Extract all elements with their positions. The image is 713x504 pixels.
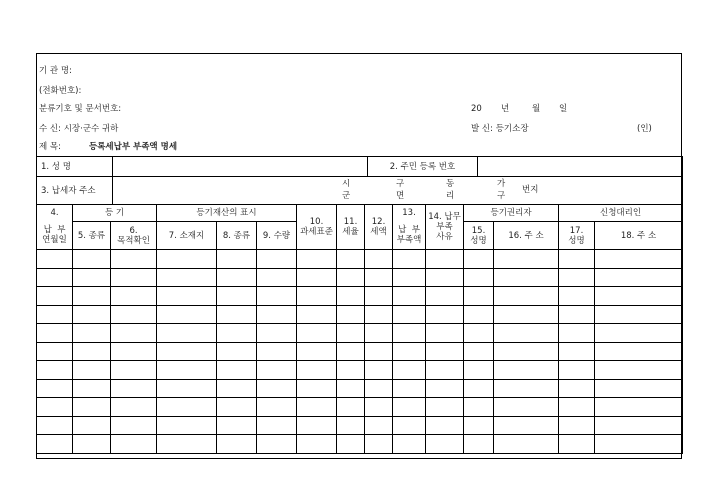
- table-cell: [111, 361, 157, 380]
- addr-si: 시: [342, 179, 351, 189]
- table-cell: [37, 287, 73, 306]
- table-cell: [559, 305, 595, 324]
- table-cell: [37, 324, 73, 343]
- table-cell: [365, 342, 393, 361]
- table-cell: [111, 250, 157, 269]
- table-cell: [494, 305, 559, 324]
- table-cell: [111, 379, 157, 398]
- recipient-label: 수 신: 시장·군수 귀하: [39, 124, 119, 134]
- date-month: 월: [532, 104, 541, 114]
- table-cell: [37, 305, 73, 324]
- table-cell: [393, 287, 426, 306]
- address-value: [113, 177, 683, 205]
- table-cell: [464, 324, 494, 343]
- table-cell: [365, 361, 393, 380]
- table-cell: [217, 324, 257, 343]
- col4-payment-date: 납 부 연월일: [37, 222, 73, 250]
- col17-agent-name: 17. 성명: [559, 222, 595, 250]
- table-cell: [157, 268, 217, 287]
- table-cell: [559, 268, 595, 287]
- table-cell: [595, 287, 683, 306]
- table-row: [37, 342, 683, 361]
- table-cell: [157, 250, 217, 269]
- table-cell: [157, 398, 217, 417]
- table-cell: [365, 287, 393, 306]
- table-cell: [73, 287, 111, 306]
- table-cell: [393, 416, 426, 435]
- table-cell: [365, 398, 393, 417]
- table-cell: [297, 305, 337, 324]
- table-cell: [559, 287, 595, 306]
- registration-group-header: 등 기: [73, 205, 157, 222]
- table-cell: [257, 324, 297, 343]
- table-row: [37, 435, 683, 454]
- table-cell: [494, 416, 559, 435]
- table-cell: [297, 287, 337, 306]
- table-cell: [337, 416, 365, 435]
- property-group-header: 등기재산의 표시: [157, 205, 297, 222]
- table-cell: [559, 342, 595, 361]
- name-label: 1. 성 명: [37, 157, 113, 177]
- table-cell: [337, 250, 365, 269]
- table-cell: [559, 379, 595, 398]
- sender-label: 발 신: 등기소장: [471, 124, 529, 134]
- addr-gu: 구: [497, 191, 506, 201]
- table-cell: [37, 398, 73, 417]
- table-cell: [365, 305, 393, 324]
- table-cell: [426, 398, 464, 417]
- org-name-label: 기 관 명:: [39, 66, 72, 76]
- table-cell: [426, 268, 464, 287]
- taxpayer-info-table: [36, 156, 683, 205]
- table-cell: [37, 361, 73, 380]
- table-cell: [157, 287, 217, 306]
- col13-shortfall: 납 부 부족액: [393, 222, 426, 250]
- table-cell: [595, 342, 683, 361]
- table-cell: [595, 361, 683, 380]
- table-cell: [297, 250, 337, 269]
- table-cell: [494, 287, 559, 306]
- table-row: [37, 379, 683, 398]
- phone-label: (전화번호):: [39, 86, 82, 96]
- table-cell: [37, 342, 73, 361]
- table-cell: [595, 398, 683, 417]
- table-cell: [365, 324, 393, 343]
- table-row: [37, 287, 683, 306]
- col5-type: 5. 종류: [73, 222, 111, 250]
- col8-type: 8. 종류: [217, 222, 257, 250]
- table-cell: [297, 361, 337, 380]
- table-cell: [257, 361, 297, 380]
- table-cell: [37, 250, 73, 269]
- table-cell: [426, 342, 464, 361]
- seal-label: (인): [637, 124, 652, 134]
- table-cell: [464, 268, 494, 287]
- table-cell: [426, 416, 464, 435]
- table-cell: [337, 398, 365, 417]
- table-cell: [393, 342, 426, 361]
- table-row: [37, 324, 683, 343]
- table-cell: [365, 268, 393, 287]
- table-cell: [464, 416, 494, 435]
- table-cell: [494, 398, 559, 417]
- table-cell: [111, 398, 157, 417]
- table-cell: [365, 416, 393, 435]
- table-cell: [157, 361, 217, 380]
- table-cell: [73, 435, 111, 454]
- table-cell: [157, 342, 217, 361]
- table-cell: [73, 268, 111, 287]
- table-cell: [365, 379, 393, 398]
- table-cell: [595, 379, 683, 398]
- id-label: 2. 주민 등록 번호: [368, 157, 478, 177]
- table-cell: [157, 435, 217, 454]
- table-cell: [464, 435, 494, 454]
- table-cell: [393, 435, 426, 454]
- addr-dong: 동: [446, 179, 455, 189]
- col15-holder-name: 15. 성명: [464, 222, 494, 250]
- table-cell: [494, 268, 559, 287]
- address-label: 3. 납세자 주소: [37, 177, 113, 205]
- table-cell: [297, 324, 337, 343]
- table-cell: [464, 379, 494, 398]
- table-cell: [337, 305, 365, 324]
- table-cell: [297, 435, 337, 454]
- col13-top: 13.: [393, 205, 426, 222]
- table-cell: [157, 416, 217, 435]
- table-cell: [297, 398, 337, 417]
- table-cell: [393, 398, 426, 417]
- table-cell: [393, 361, 426, 380]
- table-cell: [297, 342, 337, 361]
- rights-holder-group-header: 등기권리자: [464, 205, 559, 222]
- col16-holder-address: 16. 주 소: [494, 222, 559, 250]
- table-cell: [217, 435, 257, 454]
- table-cell: [37, 379, 73, 398]
- table-cell: [494, 250, 559, 269]
- table-cell: [393, 305, 426, 324]
- table-cell: [393, 379, 426, 398]
- table-cell: [73, 416, 111, 435]
- col10-tax-base: 10. 과세표준: [297, 205, 337, 250]
- table-cell: [337, 361, 365, 380]
- date-day: 일: [559, 104, 568, 114]
- table-cell: [111, 305, 157, 324]
- col14-reason: 14. 납무 부족 사유: [426, 205, 464, 250]
- table-cell: [559, 361, 595, 380]
- table-cell: [257, 342, 297, 361]
- table-cell: [464, 342, 494, 361]
- table-cell: [257, 416, 297, 435]
- table-cell: [257, 268, 297, 287]
- table-cell: [111, 287, 157, 306]
- table-cell: [297, 416, 337, 435]
- table-cell: [426, 287, 464, 306]
- col7-location: 7. 소재지: [157, 222, 217, 250]
- table-row: [37, 305, 683, 324]
- table-row: [37, 398, 683, 417]
- table-cell: [393, 268, 426, 287]
- table-row: [37, 268, 683, 287]
- table-row: [37, 416, 683, 435]
- table-cell: [111, 268, 157, 287]
- table-cell: [595, 305, 683, 324]
- table-cell: [464, 287, 494, 306]
- addr-myeon: 면: [396, 191, 405, 201]
- agent-group-header: 신청대리인: [559, 205, 683, 222]
- table-cell: [217, 268, 257, 287]
- table-cell: [73, 342, 111, 361]
- table-cell: [217, 398, 257, 417]
- classification-label: 분류기호 및 문서번호:: [39, 104, 122, 114]
- table-cell: [595, 250, 683, 269]
- table-cell: [595, 324, 683, 343]
- table-cell: [157, 305, 217, 324]
- col11-tax-rate: 11. 세율: [337, 205, 365, 250]
- addr-ga: 가: [497, 179, 506, 189]
- addr-ri: 리: [446, 191, 455, 201]
- table-row: [37, 250, 683, 269]
- addr-gun: 군: [342, 191, 351, 201]
- name-value: [113, 157, 368, 177]
- table-cell: [559, 250, 595, 269]
- table-cell: [297, 379, 337, 398]
- subject-label: 제 목:: [39, 142, 61, 152]
- table-cell: [257, 305, 297, 324]
- col12-tax-amount: 12. 세액: [365, 205, 393, 250]
- table-cell: [337, 287, 365, 306]
- table-cell: [217, 250, 257, 269]
- table-cell: [559, 398, 595, 417]
- table-cell: [494, 379, 559, 398]
- table-cell: [217, 416, 257, 435]
- table-cell: [426, 435, 464, 454]
- id-value: [478, 157, 683, 177]
- table-cell: [73, 305, 111, 324]
- table-cell: [257, 287, 297, 306]
- table-cell: [217, 305, 257, 324]
- addr-bunji: 번지: [522, 185, 539, 195]
- table-cell: [559, 324, 595, 343]
- table-cell: [37, 416, 73, 435]
- table-cell: [393, 324, 426, 343]
- table-cell: [595, 416, 683, 435]
- table-cell: [426, 361, 464, 380]
- date-year: 20: [471, 104, 482, 114]
- table-cell: [365, 435, 393, 454]
- table-cell: [464, 250, 494, 269]
- table-cell: [464, 361, 494, 380]
- table-cell: [111, 324, 157, 343]
- table-cell: [157, 324, 217, 343]
- table-cell: [111, 416, 157, 435]
- table-cell: [157, 379, 217, 398]
- table-cell: [297, 268, 337, 287]
- table-cell: [494, 361, 559, 380]
- table-cell: [217, 361, 257, 380]
- table-cell: [37, 435, 73, 454]
- table-cell: [217, 342, 257, 361]
- table-cell: [73, 398, 111, 417]
- table-cell: [337, 268, 365, 287]
- table-cell: [73, 324, 111, 343]
- table-cell: [73, 379, 111, 398]
- table-cell: [337, 324, 365, 343]
- table-cell: [393, 250, 426, 269]
- table-row: [37, 361, 683, 380]
- col6-purpose: 6. 목적확인: [111, 222, 157, 250]
- table-cell: [559, 416, 595, 435]
- table-cell: [111, 435, 157, 454]
- table-cell: [494, 324, 559, 343]
- table-cell: [365, 250, 393, 269]
- table-cell: [426, 305, 464, 324]
- table-cell: [595, 268, 683, 287]
- tax-deficiency-form: [36, 53, 682, 459]
- table-cell: [595, 435, 683, 454]
- col18-agent-address: 18. 주 소: [595, 222, 683, 250]
- table-cell: [217, 379, 257, 398]
- table-cell: [494, 342, 559, 361]
- addr-gu-top: 구: [396, 179, 405, 189]
- table-cell: [257, 398, 297, 417]
- table-cell: [426, 250, 464, 269]
- col9-quantity: 9. 수량: [257, 222, 297, 250]
- table-cell: [426, 324, 464, 343]
- table-cell: [73, 250, 111, 269]
- table-cell: [257, 435, 297, 454]
- table-cell: [337, 379, 365, 398]
- col4-top: 4.: [37, 205, 73, 222]
- table-cell: [257, 379, 297, 398]
- table-cell: [257, 250, 297, 269]
- table-cell: [73, 361, 111, 380]
- date-year-unit: 년: [501, 104, 510, 114]
- table-cell: [559, 435, 595, 454]
- table-cell: [37, 268, 73, 287]
- detail-table: [36, 204, 683, 454]
- table-cell: [464, 305, 494, 324]
- table-cell: [337, 435, 365, 454]
- table-cell: [217, 287, 257, 306]
- table-cell: [337, 342, 365, 361]
- subject-value: 등록세납부 부족액 명세: [89, 142, 178, 152]
- table-cell: [494, 435, 559, 454]
- table-cell: [464, 398, 494, 417]
- table-cell: [111, 342, 157, 361]
- table-cell: [426, 379, 464, 398]
